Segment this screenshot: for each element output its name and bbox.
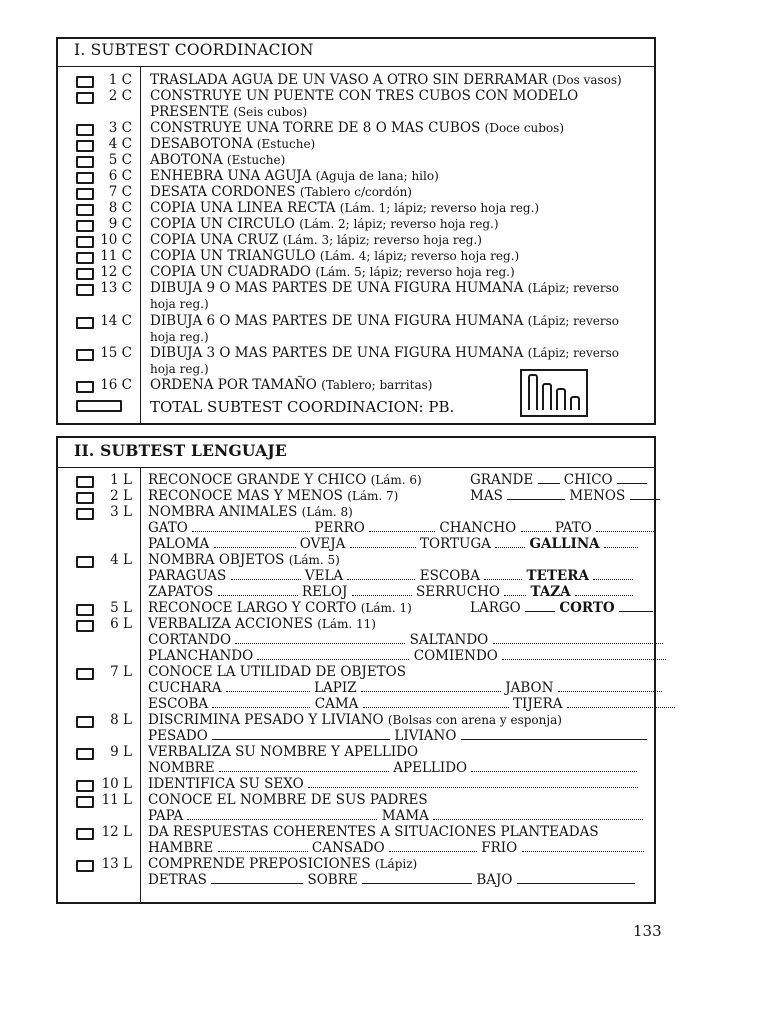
item-text[interactable]: IDENTIFICA SU SEXO	[148, 776, 638, 792]
response-row[interactable]: ESCOBA CAMA TIJERA	[148, 696, 675, 712]
item-checkbox[interactable]	[76, 620, 94, 632]
page-number: 133	[633, 922, 662, 940]
subtest-lenguaje-box	[56, 436, 656, 904]
item-checkbox[interactable]	[76, 604, 94, 616]
item-text: VERBALIZA SU NOMBRE Y APELLIDO	[148, 744, 419, 760]
item-checkbox[interactable]	[76, 860, 94, 872]
item-checkbox[interactable]	[76, 268, 94, 280]
item-note-continued: hoja reg.)	[150, 330, 209, 344]
item-code: 2 C	[108, 88, 132, 104]
item-text: CONOCE EL NOMBRE DE SUS PADRES	[148, 792, 428, 808]
item-checkbox[interactable]	[76, 92, 94, 104]
response-row[interactable]: HAMBRE CANSADO FRIO	[148, 840, 644, 856]
item-text: DIBUJA 6 O MAS PARTES DE UNA FIGURA HUMANA (Lápiz; reverso	[150, 313, 620, 329]
item-checkbox[interactable]	[76, 76, 94, 88]
item-code: 13 C	[100, 280, 132, 296]
item-code: 3 C	[108, 120, 132, 136]
item-checkbox[interactable]	[76, 317, 94, 329]
item-checkbox[interactable]	[76, 716, 94, 728]
item-text: RECONOCE GRANDE Y CHICO (Lám. 6)	[148, 472, 422, 488]
response-row[interactable]: PESADO LIVIANO	[148, 728, 647, 744]
item-code: 5 L	[110, 600, 132, 616]
item-note-continued: hoja reg.)	[150, 362, 209, 376]
section-title: II. SUBTEST LENGUAJE	[74, 441, 287, 460]
item-checkbox[interactable]	[76, 349, 94, 361]
ordering-bars-illustration	[520, 369, 588, 417]
item-checkbox[interactable]	[76, 188, 94, 200]
item-checkbox[interactable]	[76, 252, 94, 264]
item-checkbox[interactable]	[76, 156, 94, 168]
item-checkbox[interactable]	[76, 556, 94, 568]
item-checkbox[interactable]	[76, 204, 94, 216]
item-code: 10 C	[100, 232, 132, 248]
item-code: 4 C	[108, 136, 132, 152]
item-code: 3 L	[110, 504, 132, 520]
item-checkbox[interactable]	[76, 172, 94, 184]
item-code: 6 C	[108, 168, 132, 184]
item-text: CONOCE LA UTILIDAD DE OBJETOS	[148, 664, 407, 680]
item-checkbox[interactable]	[76, 780, 94, 792]
item-text: RECONOCE MAS Y MENOS (Lám. 7)	[148, 488, 399, 504]
item-text: NOMBRA OBJETOS (Lám. 5)	[148, 552, 340, 568]
response-row[interactable]: GATO PERRO CHANCHO PATO	[148, 520, 656, 536]
item-code: 12 L	[101, 824, 132, 840]
item-checkbox[interactable]	[76, 796, 94, 808]
item-text: DISCRIMINA PESADO Y LIVIANO (Bolsas con arena y esponja)	[148, 712, 562, 728]
item-checkbox[interactable]	[76, 381, 94, 393]
item-text-continued: PRESENTE (Seis cubos)	[150, 104, 308, 120]
item-code: 6 L	[110, 616, 132, 632]
item-code: 12 C	[100, 264, 132, 280]
item-text: DESATA CORDONES (Tablero c/cordón)	[150, 184, 412, 200]
item-code: 13 L	[101, 856, 132, 872]
item-text: COPIA UN CUADRADO (Lám. 5; lápiz; reverso hoja reg.)	[150, 264, 515, 280]
item-text: COMPRENDE PREPOSICIONES (Lápiz)	[148, 856, 418, 872]
item-text: NOMBRA ANIMALES (Lám. 8)	[148, 504, 353, 520]
response-row[interactable]: ZAPATOS RELOJ SERRUCHO TAZA	[148, 584, 633, 600]
response-row[interactable]: PAPA MAMA	[148, 808, 643, 824]
item-code: 14 C	[100, 313, 132, 329]
item-code: 8 L	[110, 712, 132, 728]
total-label: TOTAL SUBTEST COORDINACION: PB.	[150, 398, 455, 416]
smallest-bar	[570, 396, 580, 410]
item-text: ENHEBRA UNA AGUJA (Aguja de lana; hilo)	[150, 168, 439, 184]
item-code: 4 L	[110, 552, 132, 568]
item-checkbox[interactable]	[76, 124, 94, 136]
response-row[interactable]: NOMBRE APELLIDO	[148, 760, 637, 776]
medium-bar	[542, 383, 552, 410]
section-title: I. SUBTEST COORDINACION	[74, 41, 314, 59]
response-row[interactable]: PALOMA OVEJA TORTUGA GALLINA	[148, 536, 638, 552]
column-divider	[140, 468, 141, 902]
item-checkbox[interactable]	[76, 508, 94, 520]
item-code: 1 C	[108, 72, 132, 88]
item-text: ORDENA POR TAMAÑO (Tablero; barritas)	[150, 377, 433, 393]
item-text: ABOTONA (Estuche)	[150, 152, 286, 168]
item-code: 8 C	[108, 200, 132, 216]
item-checkbox[interactable]	[76, 220, 94, 232]
item-code: 16 C	[100, 377, 132, 393]
response-row[interactable]: DETRAS SOBRE BAJO	[148, 872, 635, 888]
item-text: VERBALIZA ACCIONES (Lám. 11)	[148, 616, 376, 632]
item-text: DIBUJA 3 O MAS PARTES DE UNA FIGURA HUMANA (Lápiz; reverso	[150, 345, 620, 361]
response-row[interactable]: CORTANDO SALTANDO	[148, 632, 663, 648]
item-code: 10 L	[101, 776, 132, 792]
total-score-box[interactable]	[76, 400, 122, 412]
item-code: 11 C	[100, 248, 132, 264]
item-code: 9 L	[110, 744, 132, 760]
item-checkbox[interactable]	[76, 476, 94, 488]
item-checkbox[interactable]	[76, 492, 94, 504]
title-divider	[58, 66, 654, 67]
small-bar	[556, 388, 566, 410]
response-field[interactable]: MAS MENOS	[470, 488, 660, 504]
response-field[interactable]: LARGO CORTO	[470, 600, 653, 616]
item-code: 7 C	[108, 184, 132, 200]
item-text: CONSTRUYE UN PUENTE CON TRES CUBOS CON MODELO	[150, 88, 579, 104]
item-text: DA RESPUESTAS COHERENTES A SITUACIONES PLANTEADAS	[148, 824, 599, 840]
response-row[interactable]: CUCHARA LAPIZ JABON	[148, 680, 662, 696]
item-text: DESABOTONA (Estuche)	[150, 136, 316, 152]
item-text: TRASLADA AGUA DE UN VASO A OTRO SIN DERRAMAR (Dos vasos)	[150, 72, 622, 88]
item-code: 2 L	[110, 488, 132, 504]
item-text: COPIA UN CIRCULO (Lám. 2; lápiz; reverso hoja reg.)	[150, 216, 499, 232]
item-note-continued: hoja reg.)	[150, 297, 209, 311]
item-code: 7 L	[110, 664, 132, 680]
item-code: 9 C	[108, 216, 132, 232]
item-text: COPIA UNA LINEA RECTA (Lám. 1; lápiz; reverso hoja reg.)	[150, 200, 540, 216]
title-divider	[58, 467, 654, 468]
item-checkbox[interactable]	[76, 140, 94, 152]
item-checkbox[interactable]	[76, 668, 94, 680]
item-code: 1 L	[110, 472, 132, 488]
response-row[interactable]: PARAGUAS VELA ESCOBA TETERA	[148, 568, 633, 584]
response-row[interactable]: PLANCHANDO COMIENDO	[148, 648, 666, 664]
item-text: DIBUJA 9 O MAS PARTES DE UNA FIGURA HUMANA (Lápiz; reverso	[150, 280, 620, 296]
column-divider	[140, 67, 141, 423]
tall-bar	[528, 374, 538, 410]
item-text: COPIA UN TRIANGULO (Lám. 4; lápiz; reverso hoja reg.)	[150, 248, 520, 264]
subtest-coordinacion-box	[56, 37, 656, 425]
item-code: 15 C	[100, 345, 132, 361]
item-text: CONSTRUYE UNA TORRE DE 8 O MAS CUBOS (Doce cubos)	[150, 120, 565, 136]
item-checkbox[interactable]	[76, 236, 94, 248]
item-checkbox[interactable]	[76, 748, 94, 760]
item-text: RECONOCE LARGO Y CORTO (Lám. 1)	[148, 600, 412, 616]
response-field[interactable]: GRANDE CHICO	[470, 472, 647, 488]
item-checkbox[interactable]	[76, 828, 94, 840]
item-code: 11 L	[101, 792, 132, 808]
item-checkbox[interactable]	[76, 284, 94, 296]
item-code: 5 C	[108, 152, 132, 168]
item-text: COPIA UNA CRUZ (Lám. 3; lápiz; reverso hoja reg.)	[150, 232, 482, 248]
